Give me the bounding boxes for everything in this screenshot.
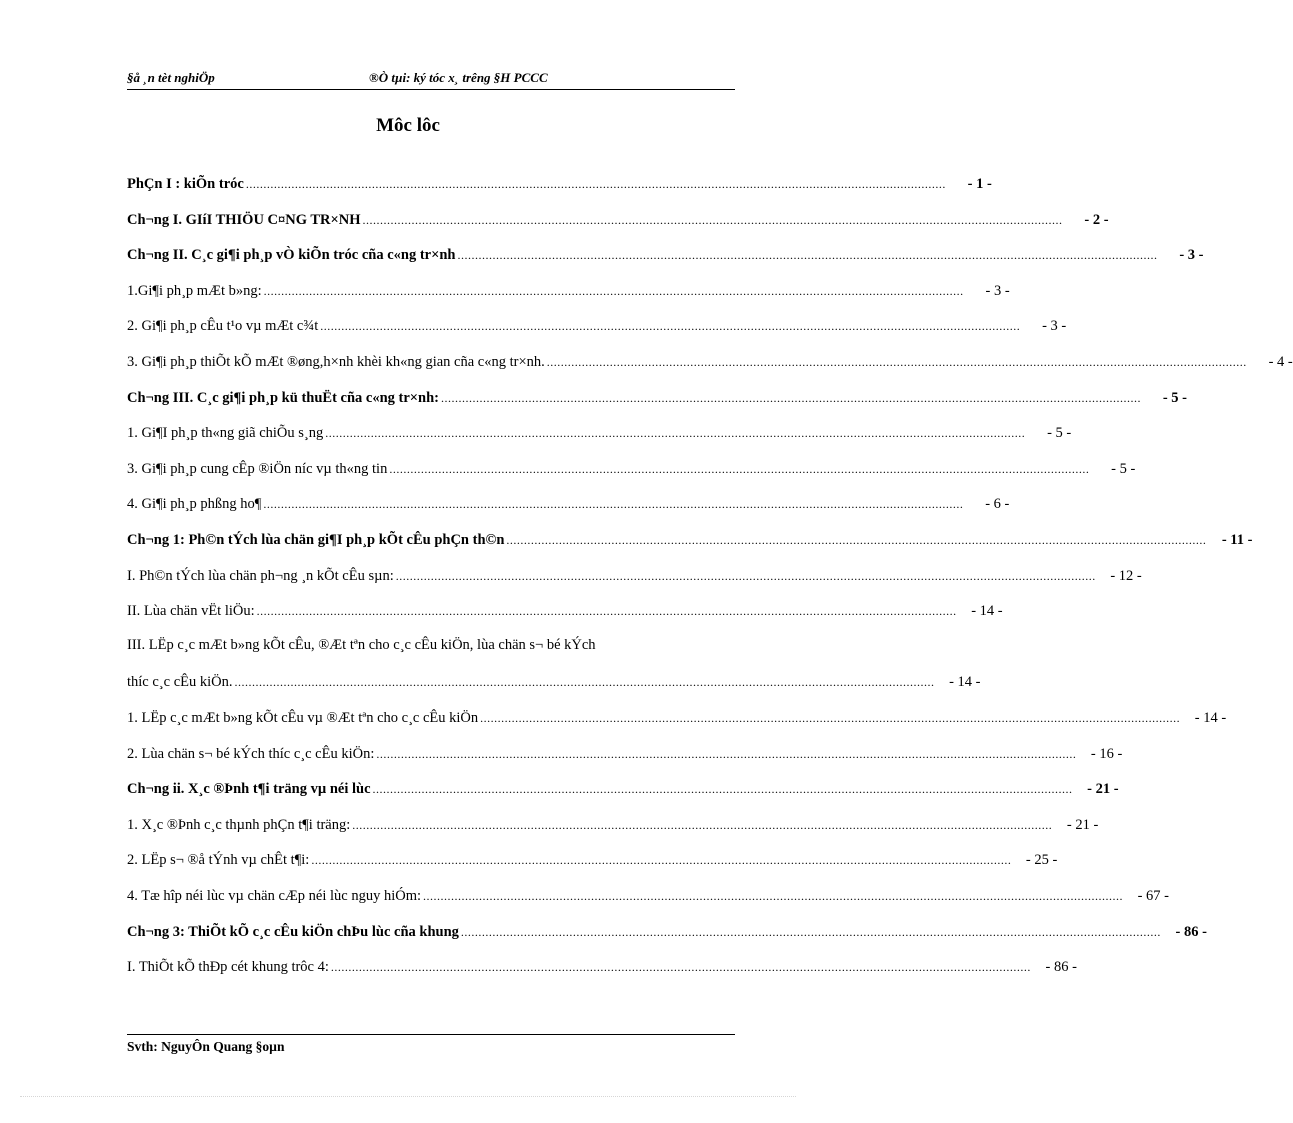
toc-dot-leader: ........................................................................................................................................................................................................ <box>362 212 1063 227</box>
toc-entry-page: - 12 - <box>1110 567 1142 584</box>
toc-dot-leader: ........................................................................................................................................................................................................ <box>546 355 1247 369</box>
toc-entry-title: Ch¬ng 1: Ph©n tÝch lùa chän gi¶I ph¸p kÕt cÊu phÇn th©n <box>127 532 505 548</box>
toc-entry-title: 2. Lùa chän s¬ bé kÝch thíc c¸c cÊu kiÖn: <box>127 745 375 762</box>
toc-entry-title: 4. Tæ hîp néi lùc vµ chän cÆp néi lùc nguy hiÓm: <box>127 888 422 904</box>
toc-entry-title: I. Ph©n tÝch lùa chän ph¬ng ¸n kÕt cÊu sµn: <box>127 567 394 584</box>
header-right-text: ®Ò tµi: ký tóc x¸ trêng §H PCCC <box>369 70 548 85</box>
toc-entry-title: 2. LËp s¬ ®å tÝnh vµ chÊt t¶i: <box>127 852 310 869</box>
toc-entry-page: - 25 - <box>1025 852 1058 869</box>
toc-entry-page: - 5 - <box>1162 389 1188 406</box>
toc-entry-page: - 3 - <box>1042 318 1067 335</box>
toc-entry-page: - 11 - <box>1221 532 1253 548</box>
toc-entry-title: 2. Gi¶i ph¸p cÊu t¹o vµ mÆt c¾t <box>127 318 319 335</box>
toc-entry-page: - 14 - <box>971 603 1003 620</box>
toc-entry-title: 1. X¸c ®Þnh c¸c thµnh phÇn t¶i träng: <box>127 816 351 833</box>
toc-dot-leader: ........................................................................................................................................................................................................ <box>376 746 1077 761</box>
toc-entry[interactable] <box>127 847 1058 869</box>
toc-entry-page: - 86 - <box>1175 923 1207 940</box>
toc-dot-leader: ........................................................................................................................................................................................................ <box>256 604 957 619</box>
toc-entry-title: 3. Gi¶i ph¸p thiÕt kÕ mÆt ®øng,h×nh khèi kh«ng gian cña c«ng tr×nh. <box>127 354 545 370</box>
toc-entry-title: III. LËp c¸c mÆt b»ng kÕt cÊu, ®Æt tªn cho c¸c cÊu kiÖn, lùa chän s¬ bé kÝch <box>127 636 596 653</box>
toc-entry-title: Ch¬ng I. GIíI THIÖU C¤NG TR×NH <box>127 211 361 228</box>
page-header <box>127 70 735 90</box>
toc-entry-page: - 3 - <box>985 282 1010 299</box>
toc-dot-leader: ........................................................................................................................................................................................................ <box>320 319 1021 334</box>
toc-dot-leader: ........................................................................................................................................................................................................ <box>423 889 1124 903</box>
toc-entry-page: - 5 - <box>1111 460 1136 477</box>
toc-dot-leader: ........................................................................................................................................................................................................ <box>460 924 1161 939</box>
toc-dot-leader: ........................................................................................................................................................................................................ <box>441 390 1142 405</box>
header-left-text: §å ¸n tèt nghiÖp <box>127 70 215 85</box>
toc-entry-page: - 5 - <box>1047 425 1072 442</box>
toc-entry[interactable] <box>127 919 1207 941</box>
toc-entry[interactable] <box>127 171 992 193</box>
toc-entry-title: Ch¬ng III. C¸c gi¶i ph¸p kü thuËt cña c«ng tr×nh: <box>127 389 440 406</box>
toc-entry-page: - 16 - <box>1090 745 1123 762</box>
page-footer <box>127 1034 735 1055</box>
toc-entry[interactable] <box>127 954 1077 976</box>
toc-entry[interactable] <box>127 278 1010 300</box>
toc-dot-leader: ........................................................................................................................................................................................................ <box>311 853 1012 868</box>
toc-entry-title: I. ThiÕt kÕ thÐp cét khung trôc 4: <box>127 959 329 976</box>
toc-entry[interactable] <box>127 456 1136 478</box>
toc-dot-leader: ........................................................................................................................................................................................................ <box>372 782 1073 797</box>
toc-entry[interactable] <box>127 385 1188 407</box>
toc-entry-title: Ch¬ng ii. X¸c ®Þnh t¶i träng vµ néi lùc <box>127 781 371 798</box>
toc-entry-page: - 86 - <box>1045 959 1077 976</box>
toc-entry-page: - 67 - <box>1137 888 1170 904</box>
toc-dot-leader: ........................................................................................................................................................................................................ <box>234 675 935 690</box>
toc-entry-title: PhÇn I : kiÕn tróc <box>127 176 244 192</box>
toc-entry[interactable] <box>127 527 1253 549</box>
toc-entry-title: 4. Gi¶i ph¸p phßng ho¶ <box>127 496 262 513</box>
toc-dot-leader: ........................................................................................................................................................................................................ <box>389 461 1090 476</box>
footer-author: Svth: NguyÔn Quang §oµn <box>127 1039 285 1054</box>
bottom-divider <box>20 1096 796 1097</box>
toc-dot-leader: ........................................................................................................................................................................................................ <box>506 533 1207 547</box>
toc-entry-title: 1. Gi¶I ph¸p th«ng giã chiÕu s¸ng <box>127 425 324 442</box>
toc-dot-leader: ........................................................................................................................................................................................................ <box>395 568 1096 583</box>
toc-entry[interactable] <box>127 598 1003 620</box>
toc-dot-leader: ........................................................................................................................................................................................................ <box>480 711 1181 725</box>
toc-entry-title-continued: thíc c¸c cÊu kiÖn. <box>127 674 233 691</box>
toc-entry-page: - 21 - <box>1066 816 1099 833</box>
toc-entry[interactable] <box>127 883 1170 905</box>
toc-entry[interactable] <box>127 741 1123 763</box>
toc-entry-title: II. Lùa chän vËt liÖu: <box>127 603 255 620</box>
toc-entry-title: Ch¬ng II. C¸c gi¶i ph¸p vÒ kiÕn tróc cña c«ng tr×nh <box>127 247 456 264</box>
toc-dot-leader: ........................................................................................................................................................................................................ <box>263 283 964 298</box>
page-title: Môc lôc <box>376 115 440 136</box>
toc-dot-leader: ........................................................................................................................................................................................................ <box>457 248 1158 263</box>
toc-entry-page: - 3 - <box>1179 247 1204 264</box>
toc-entry-title: 1.Gi¶i ph¸p mÆt b»ng: <box>127 282 262 299</box>
toc-dot-leader: ........................................................................................................................................................................................................ <box>330 960 1031 975</box>
toc-entry-page: - 1 - <box>967 176 992 192</box>
toc-entry[interactable] <box>127 563 1142 585</box>
toc-entry[interactable] <box>127 420 1072 442</box>
toc-entry-page: - 4 - <box>1268 354 1293 370</box>
toc-entry[interactable] <box>127 705 1227 727</box>
toc-dot-leader: ........................................................................................................................................................................................................ <box>245 177 946 191</box>
toc-entry-title: 3. Gi¶i ph¸p cung cÊp ®iÖn níc vµ th«ng tin <box>127 460 388 477</box>
toc-entry[interactable] <box>127 207 1109 229</box>
toc-entry-page: - 14 - <box>1194 710 1227 726</box>
toc-entry-title: Ch¬ng 3: ThiÕt kÕ c¸c cÊu kiÖn chÞu lùc cña khung <box>127 923 459 940</box>
toc-entry-page: - 2 - <box>1084 211 1109 228</box>
toc-entry[interactable] <box>127 349 1293 371</box>
toc-entry-page: - 21 - <box>1087 781 1119 798</box>
toc-entry-continuation[interactable] <box>127 669 981 691</box>
toc-entry[interactable] <box>127 313 1067 335</box>
toc-dot-leader: ........................................................................................................................................................................................................ <box>325 426 1026 441</box>
toc-entry-title: 1. LËp c¸c mÆt b»ng kÕt cÊu vµ ®Æt tªn cho c¸c cÊu kiÖn <box>127 710 479 726</box>
toc-entry[interactable] <box>127 491 1010 513</box>
toc-dot-leader: ........................................................................................................................................................................................................ <box>263 497 964 512</box>
toc-dot-leader: ........................................................................................................................................................................................................ <box>352 817 1053 832</box>
toc-entry-page: - 6 - <box>985 496 1010 513</box>
toc-entry[interactable] <box>127 812 1099 834</box>
toc-entry-page: - 14 - <box>949 674 981 691</box>
toc-entry[interactable] <box>127 242 1204 264</box>
toc-entry[interactable] <box>127 776 1119 798</box>
